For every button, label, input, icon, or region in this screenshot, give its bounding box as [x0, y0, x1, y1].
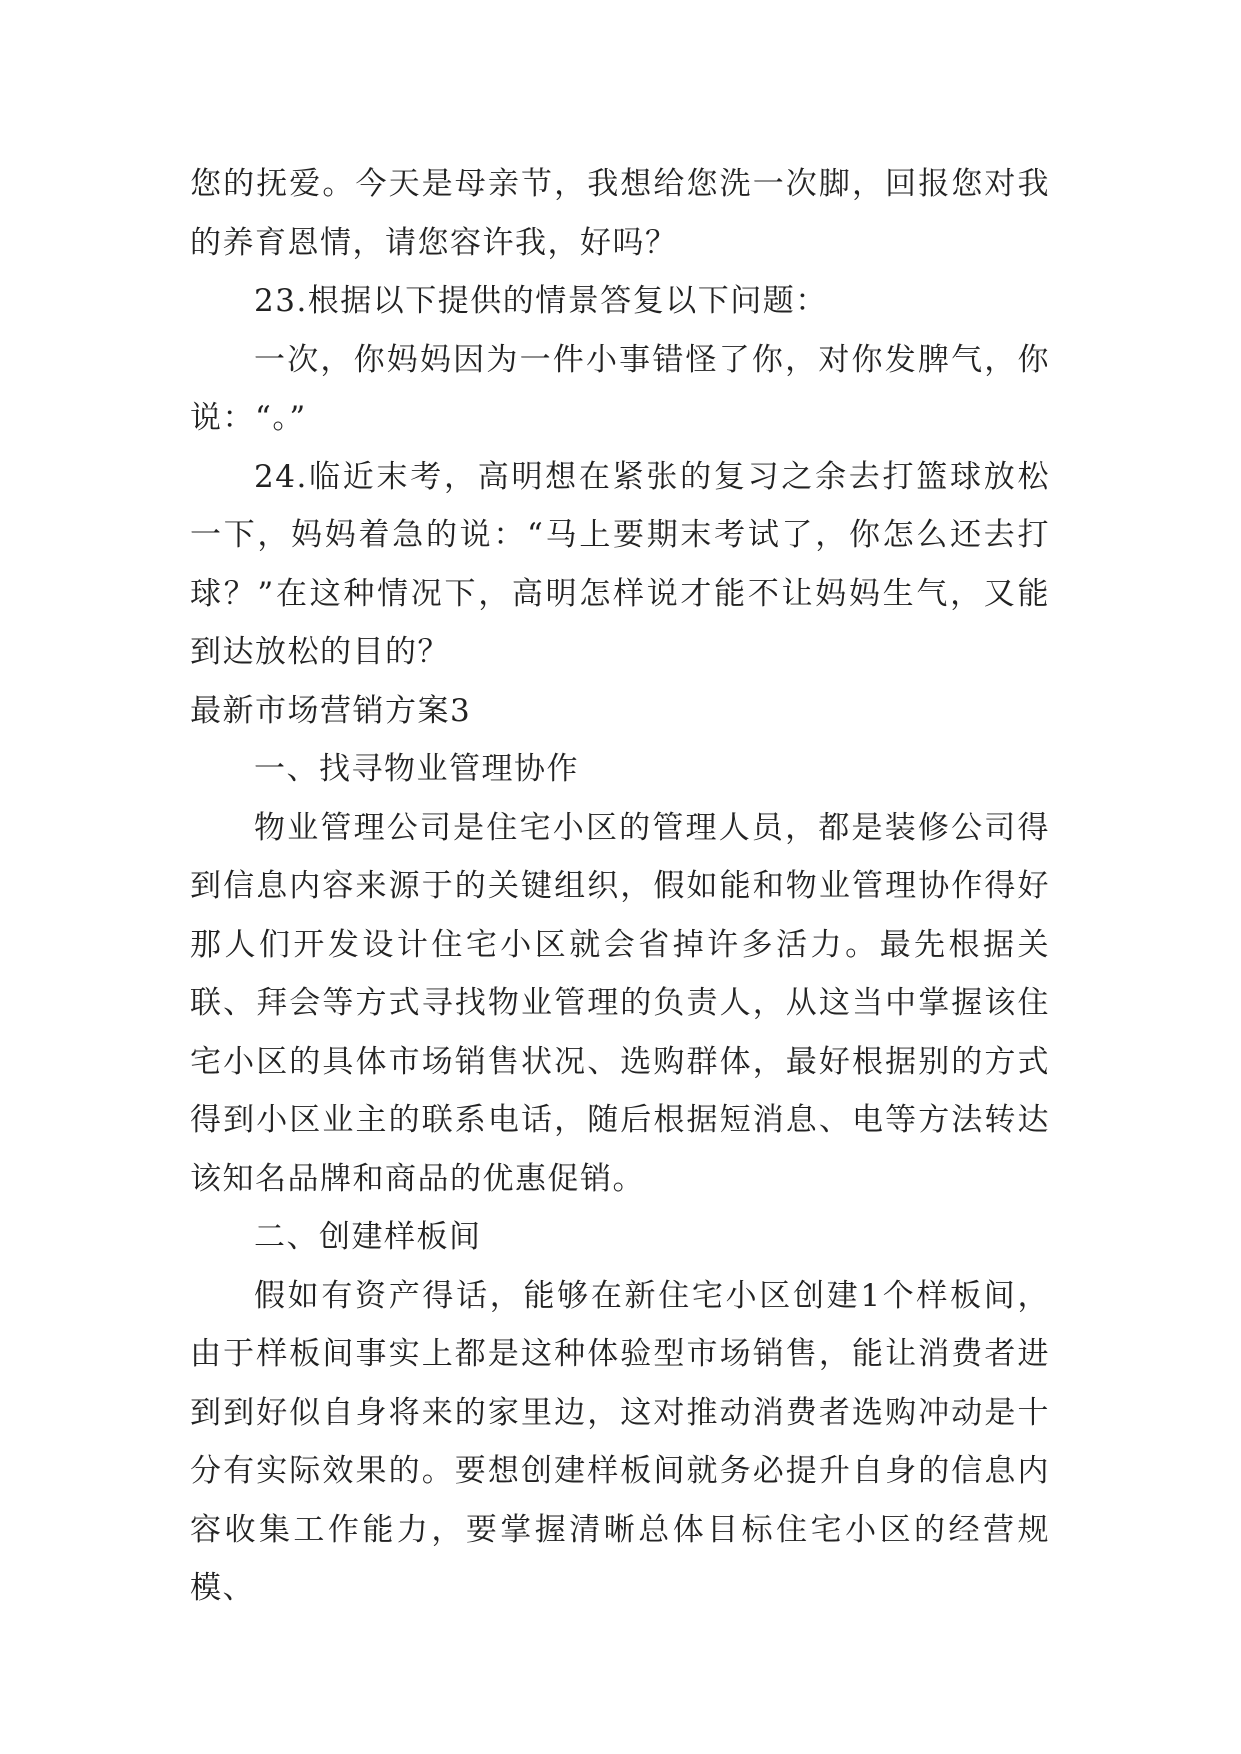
paragraph-scenario: 一次，你妈妈因为一件小事错怪了你，对你发脾气，你说：“。”: [190, 341, 1050, 436]
paragraph-property-management: 物业管理公司是住宅小区的管理人员，都是装修公司得到信息内容来源于的关键组织，假如能和物业管理协作得好那人们开发设计住宅小区就会省掉许多活力。最先根据关联、拜会等方式寻找物业管理的负责人，从这当中掌握该住宅小区的具体市场销售状况、选购群体，最好根据别的方式得到小区业主的联系电话，随后根据短消息、电等方法转达该知名品牌和商品的优惠促销。: [190, 809, 1050, 1197]
section-title: 最新市场营销方案3: [190, 692, 472, 729]
document-body: [190, 155, 1050, 1618]
paragraph-question-23: 23.根据以下提供的情景答复以下问题：: [254, 283, 828, 319]
paragraph-question-24: 24.临近末考，高明想在紧张的复习之余去打篮球放松一下，妈妈着急的说：“马上要期末考试了，你怎么还去打球？”在这种情况下，高明怎样说才能不让妈妈生气，又能到达放松的目的？: [190, 458, 1050, 670]
paragraph-sample-room: 假如有资产得话，能够在新住宅小区创建1个样板间，由于样板间事实上都是这种体验型市场销售，能让消费者进到到好似自身将来的家里边，这对推动消费者选购冲动是十分有实际效果的。要想创建样板间就务必提升自身的信息内容收集工作能力，要掌握清晰总体目标住宅小区的经营规模、: [190, 1277, 1050, 1606]
paragraph-continuation: 您的抚爱。今天是母亲节，我想给您洗一次脚，回报您对我的养育恩情，请您容许我，好吗？: [190, 166, 1050, 261]
heading-property-management: 一、找寻物业管理协作: [254, 751, 579, 787]
heading-sample-room: 二、创建样板间: [254, 1219, 482, 1255]
